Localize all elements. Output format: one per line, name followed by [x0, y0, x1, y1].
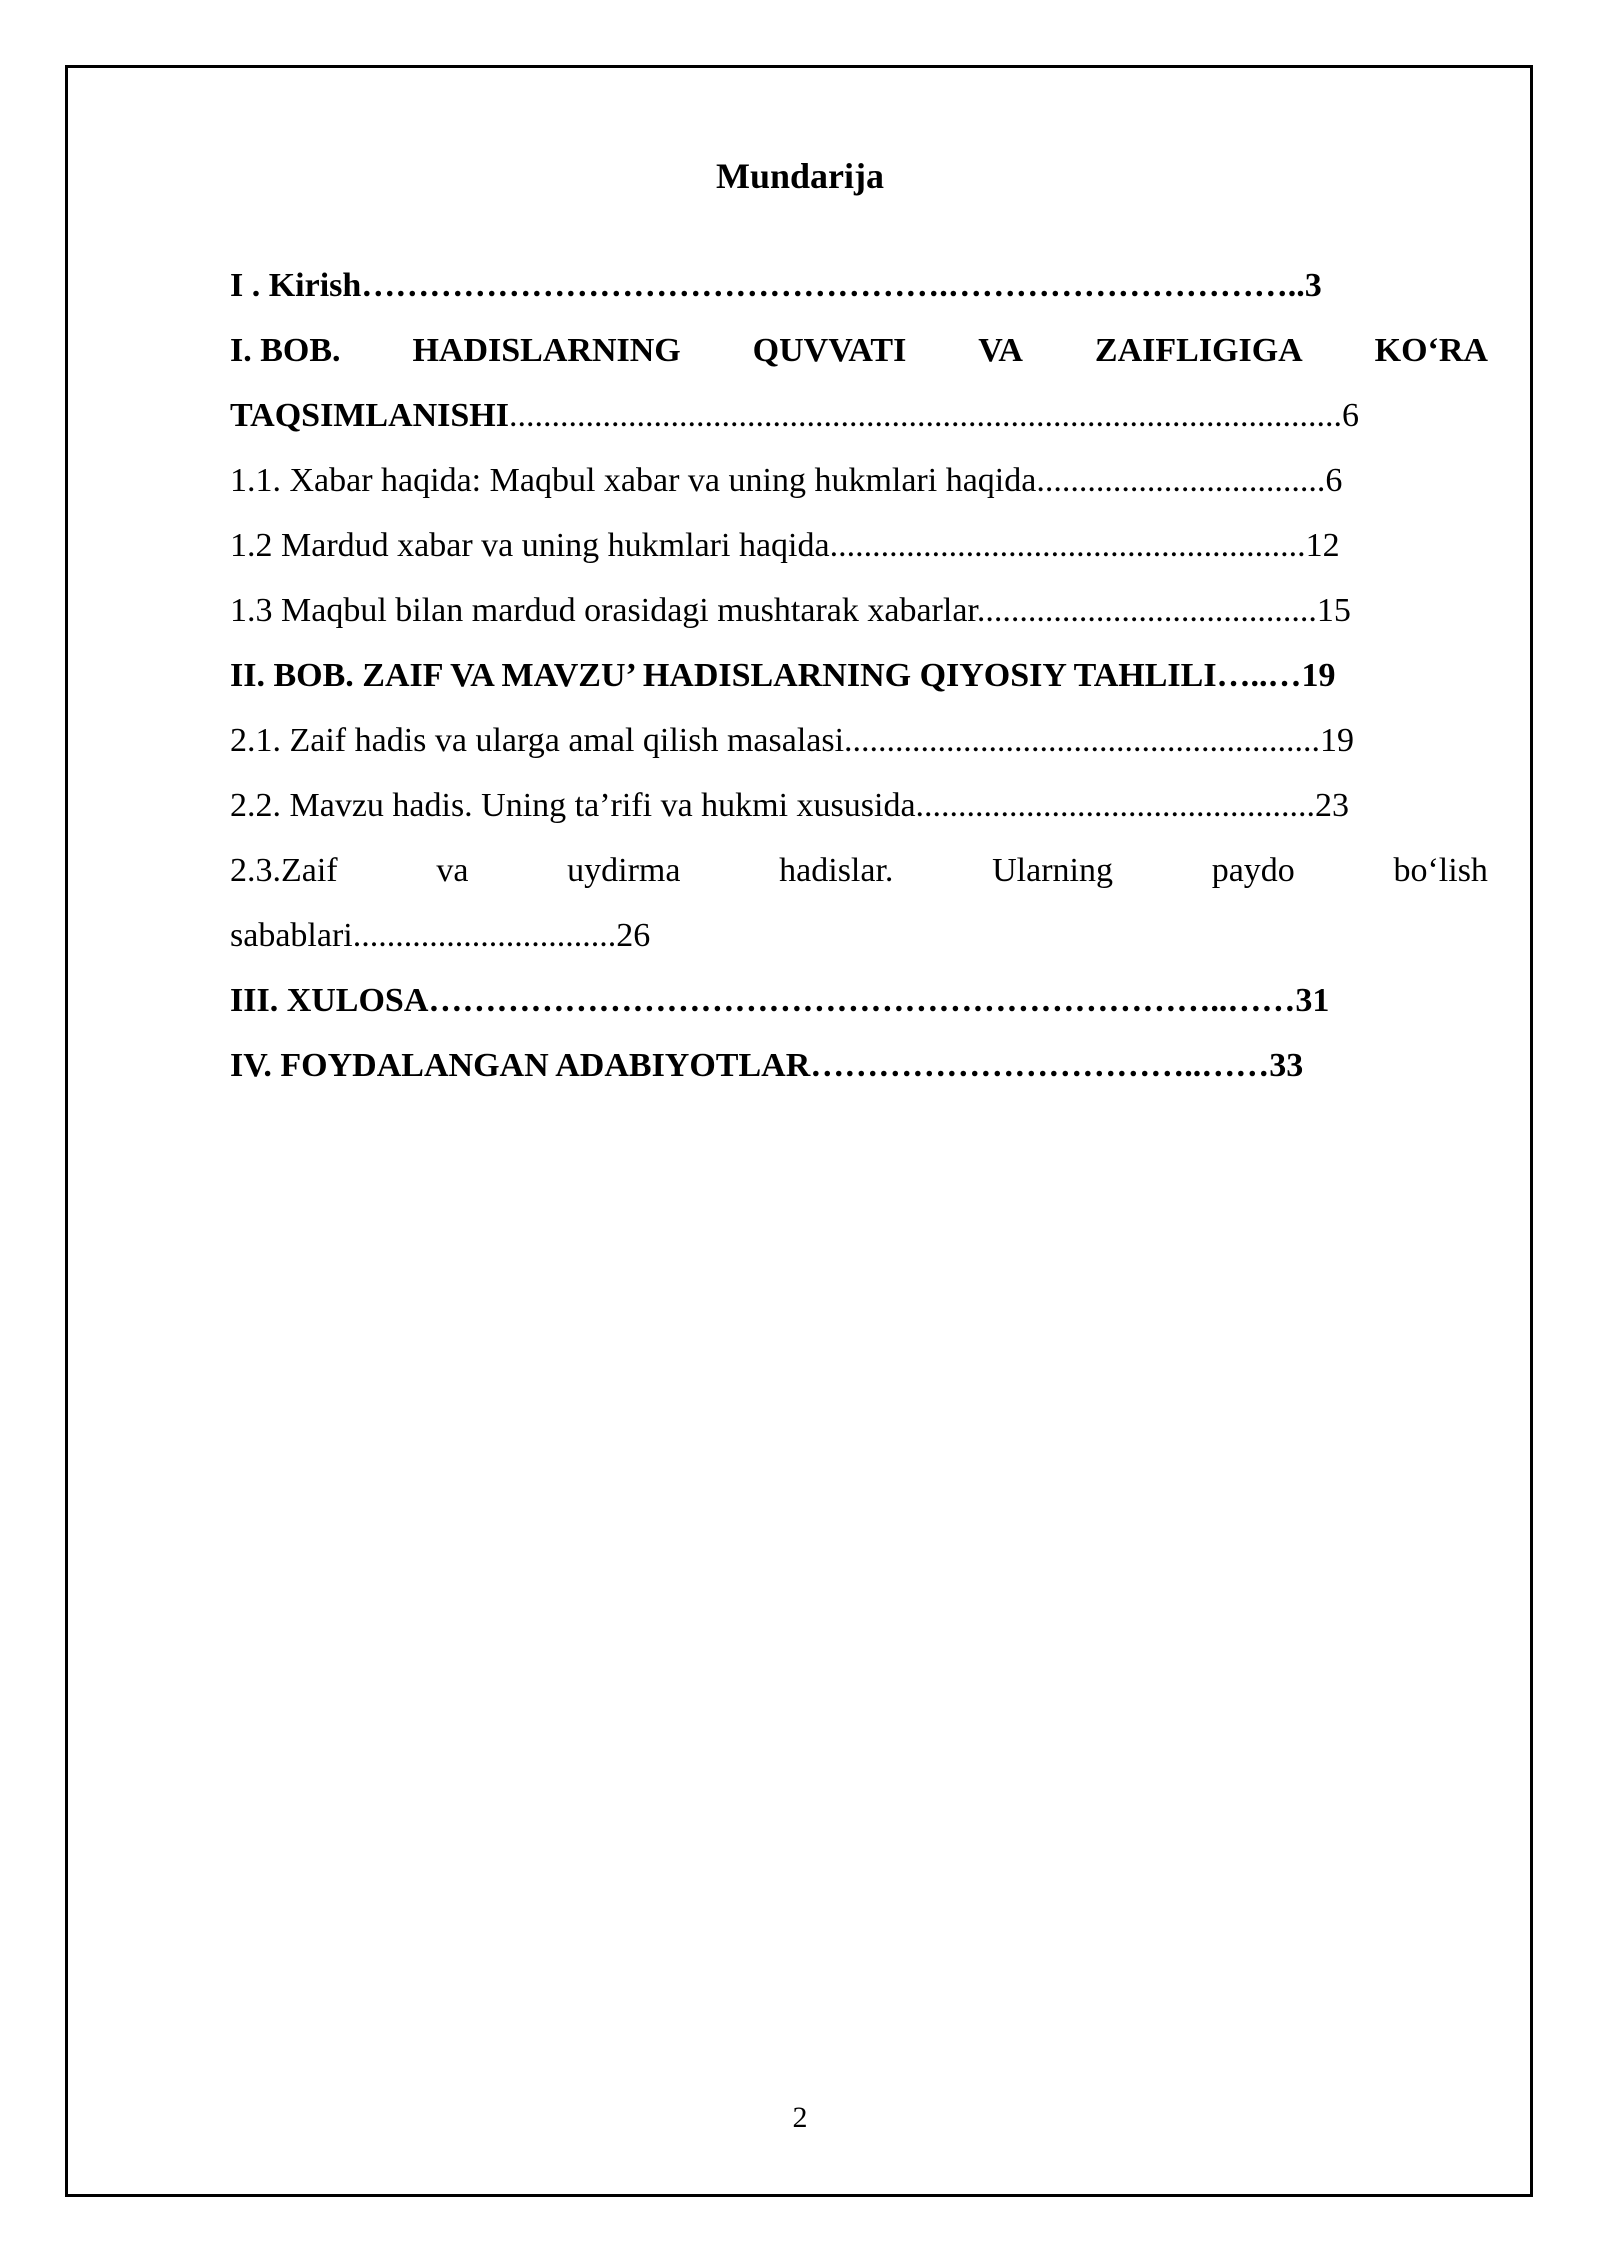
- toc-word: 2.3.Zaif: [230, 852, 338, 889]
- page-number: 2: [792, 2101, 808, 2134]
- table-of-contents: [230, 253, 1488, 1098]
- toc-word: QUVVATI: [752, 332, 907, 369]
- toc-word: uydirma: [567, 852, 681, 889]
- toc-word: KO‘RA: [1374, 332, 1488, 369]
- toc-word: VA: [978, 332, 1023, 369]
- toc-entry-2-1[interactable]: 2.1. Zaif hadis va ularga amal qilish masalasi........................................................19: [230, 722, 1355, 759]
- toc-word: bo‘lish: [1393, 852, 1488, 889]
- toc-entry-1-1[interactable]: 1.1. Xabar haqida: Maqbul xabar va uning hukmlari haqida..................................6: [230, 462, 1343, 499]
- toc-chapter1-title: TAQSIMLANISHI: [230, 397, 509, 434]
- toc-word: Ularning: [992, 852, 1113, 889]
- toc-word: ZAIFLIGIGA: [1094, 332, 1303, 369]
- toc-entry-chapter2[interactable]: II. BOB. ZAIF VA MAVZU’ HADISLARNING QIYOSIY TAHLILI…..…19: [230, 657, 1336, 694]
- toc-entry-2-3-line1[interactable]: [230, 838, 1488, 903]
- toc-entry-chapter1-line1[interactable]: [230, 318, 1488, 383]
- toc-entry-1-2[interactable]: 1.2 Mardud xabar va uning hukmlari haqida........................................................12: [230, 527, 1340, 564]
- toc-word: HADISLARNING: [412, 332, 681, 369]
- toc-word: paydo: [1211, 852, 1295, 889]
- toc-entry-1-3[interactable]: 1.3 Maqbul bilan mardud orasidagi mushtarak xabarlar........................................15: [230, 592, 1351, 629]
- toc-word: va: [436, 852, 469, 889]
- toc-entry-chapter1-line2[interactable]: [230, 383, 1488, 448]
- toc-entry-intro[interactable]: I . Kirish…………………………………………….…………………………..3: [230, 267, 1322, 304]
- toc-entry-references[interactable]: IV. FOYDALANGAN ADABIYOTLAR……………………………..……33: [230, 1047, 1304, 1084]
- toc-entry-2-2[interactable]: 2.2. Mavzu hadis. Uning ta’rifi va hukmi xususida...............................................23: [230, 787, 1350, 824]
- toc-word: hadislar.: [779, 852, 894, 889]
- toc-entry-conclusion[interactable]: III. XULOSA……………………………………………………………..……31: [230, 982, 1330, 1019]
- toc-entry-2-3-line2[interactable]: sabablari...............................26: [230, 917, 651, 954]
- toc-word: I. BOB.: [230, 332, 341, 369]
- page-title: Mundarija: [715, 156, 884, 196]
- toc-chapter1-dots: ..................................................................................................6: [509, 397, 1359, 434]
